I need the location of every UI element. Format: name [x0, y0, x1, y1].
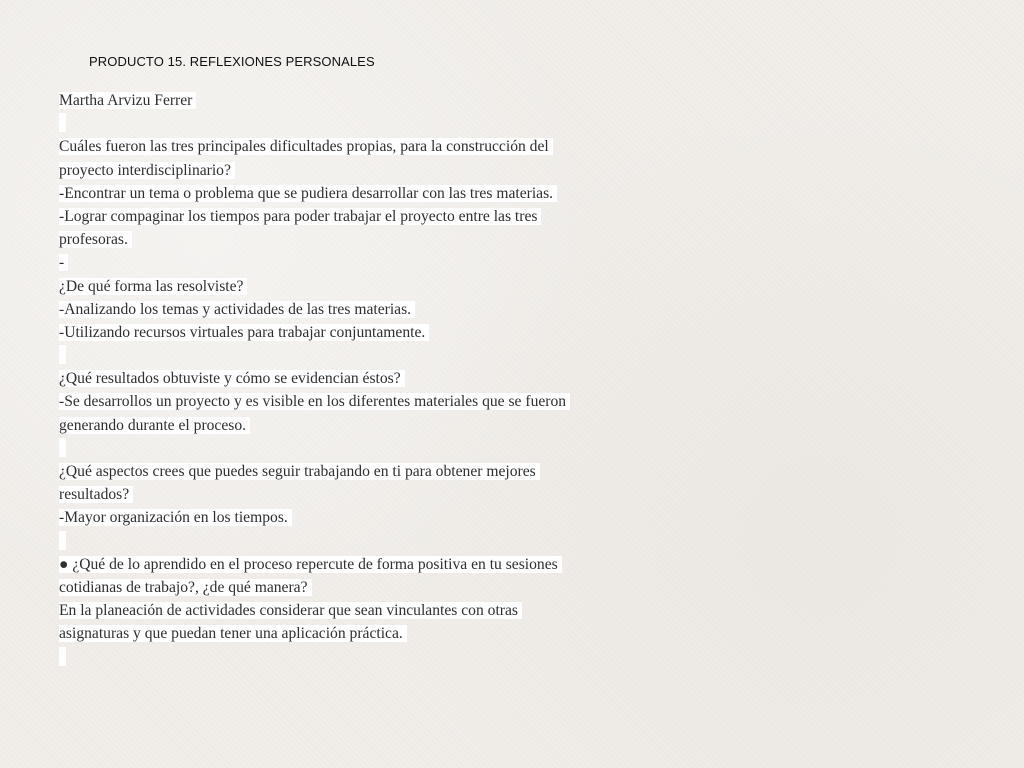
question-line [59, 460, 659, 483]
question-line [59, 576, 659, 599]
question-line [59, 483, 659, 506]
question-4-text-cont: resultados? [59, 486, 133, 503]
answer-4-text: -Mayor organización en los tiempos. [59, 509, 292, 526]
question-line [59, 367, 659, 390]
answer-3-text: -Se desarrollos un proyecto y es visible en los diferentes materiales que se fueron [59, 393, 570, 410]
answer-5-text-cont: asignaturas y que puedan tener una aplicación práctica. [59, 625, 407, 642]
answer-2b-text: -Utilizando recursos virtuales para trabajar conjuntamente. [59, 324, 429, 341]
question-line [59, 135, 659, 158]
empty-paragraph-mark [59, 531, 66, 550]
answer-line [59, 599, 659, 622]
document-body [59, 89, 659, 669]
empty-paragraph-mark [59, 438, 66, 457]
blank-line [59, 344, 659, 367]
answer-2a-text: -Analizando los temas y actividades de las tres materias. [59, 301, 415, 318]
answer-3-text-cont: generando durante el proceso. [59, 417, 250, 434]
empty-paragraph-mark [59, 113, 66, 132]
answer-line [59, 298, 659, 321]
question-2-text: ¿De qué forma las resolviste? [59, 278, 247, 295]
empty-paragraph-mark [59, 647, 66, 666]
answer-line [59, 622, 659, 645]
question-4-text: ¿Qué aspectos crees que puedes seguir trabajando en ti para obtener mejores [59, 463, 540, 480]
answer-line [59, 506, 659, 529]
author-name: Martha Arvizu Ferrer [59, 92, 196, 109]
question-5-text: ● ¿Qué de lo aprendido en el proceso repercute de forma positiva en tu sesiones [59, 556, 562, 573]
answer-5-text: En la planeación de actividades considerar que sean vinculantes con otras [59, 602, 522, 619]
answer-line [59, 414, 659, 437]
answer-line [59, 251, 659, 274]
question-line [59, 159, 659, 182]
question-1-text: Cuáles fueron las tres principales dificultades propias, para la construcción del [59, 138, 553, 155]
answer-line [59, 390, 659, 413]
author-line [59, 89, 659, 112]
blank-line [59, 530, 659, 553]
question-3-text: ¿Qué resultados obtuviste y cómo se evidencian éstos? [59, 370, 405, 387]
answer-1b-text: -Lograr compaginar los tiempos para poder trabajar el proyecto entre las tres [59, 208, 541, 225]
answer-1c-text: - [59, 254, 68, 271]
empty-paragraph-mark [59, 345, 66, 364]
question-1-text-cont: proyecto interdisciplinario? [59, 162, 235, 179]
question-line [59, 553, 659, 576]
answer-line [59, 321, 659, 344]
answer-line [59, 182, 659, 205]
question-line [59, 275, 659, 298]
answer-line [59, 205, 659, 228]
answer-1b-text-cont: profesoras. [59, 231, 132, 248]
blank-line [59, 646, 659, 669]
blank-line [59, 437, 659, 460]
question-5-text-cont: cotidianas de trabajo?, ¿de qué manera? [59, 579, 312, 596]
blank-line [59, 112, 659, 135]
answer-1a-text: -Encontrar un tema o problema que se pudiera desarrollar con las tres materias. [59, 185, 557, 202]
slide-title: PRODUCTO 15. REFLEXIONES PERSONALES [89, 54, 375, 69]
answer-line [59, 228, 659, 251]
